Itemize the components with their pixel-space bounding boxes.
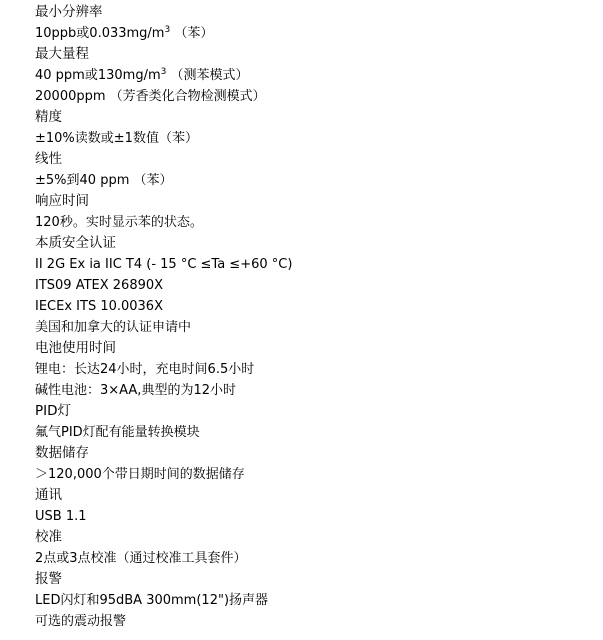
spec-label-battery-life: 电池使用时间 xyxy=(35,340,116,356)
spec-value-pid-lamp: 氟气PID灯配有能量转换模块 xyxy=(35,425,200,440)
spec-value-data-storage: ＞120,000个带日期时间的数据储存 xyxy=(35,467,245,482)
spec-value-calibration: 2点或3点校准（通过校准工具套件） xyxy=(35,551,247,566)
spec-value-intrinsic-safety-3: IECEx ITS 10.0036X xyxy=(35,299,163,314)
spec-value-communication: USB 1.1 xyxy=(35,509,87,524)
spec-label-pid-lamp: PID灯 xyxy=(35,403,72,419)
spec-value-intrinsic-safety-4: 美国和加拿大的认证申请中 xyxy=(35,320,192,335)
spec-value-response-time: 120秒。实时显示苯的状态。 xyxy=(35,215,203,230)
spec-value-battery-life-2: 碱性电池：3×AA,典型的为12小时 xyxy=(35,383,236,398)
superscript: 3 xyxy=(164,25,171,35)
spec-label-response-time: 响应时间 xyxy=(35,193,89,209)
spec-label-alarm: 报警 xyxy=(35,571,62,587)
spec-label-communication: 通讯 xyxy=(35,487,62,503)
spec-label-accuracy: 精度 xyxy=(35,109,62,125)
spec-label-linearity: 线性 xyxy=(35,151,62,167)
spec-value-alarm-2: 可选的震动报警 xyxy=(35,614,127,629)
spec-value-accuracy: ±10%读数或±1数值（苯） xyxy=(35,131,198,146)
resolution-note: （苯） xyxy=(174,26,214,41)
spec-value-intrinsic-safety-1: II 2G Ex ia IIC T4 (- 15 °C ≤Ta ≤+60 °C) xyxy=(35,257,293,272)
spec-label-calibration: 校准 xyxy=(35,529,62,545)
max-range-text: 40 ppm或130mg/m xyxy=(35,68,161,83)
spec-value-max-range-2: 20000ppm （芳香类化合物检测模式） xyxy=(35,89,266,104)
spec-value-battery-life-1: 锂电：长达24小时，充电时间6.5小时 xyxy=(35,362,255,377)
spec-value-max-range-1 xyxy=(35,65,595,86)
spec-label-intrinsic-safety: 本质安全认证 xyxy=(35,235,116,251)
max-range-note: （测苯模式） xyxy=(170,68,249,83)
spec-value-resolution xyxy=(35,23,595,44)
spec-value-linearity: ±5%到40 ppm （苯） xyxy=(35,173,173,188)
superscript: 3 xyxy=(160,67,167,77)
spec-label-data-storage: 数据储存 xyxy=(35,445,89,461)
spec-list xyxy=(35,2,595,632)
spec-value-intrinsic-safety-2: ITS09 ATEX 26890X xyxy=(35,278,164,293)
spec-value-alarm-1: LED闪灯和95dBA 300mm(12")扬声器 xyxy=(35,593,269,608)
resolution-text: 10ppb或0.033mg/m xyxy=(35,26,165,41)
spec-label-resolution: 最小分辨率 xyxy=(35,4,103,20)
spec-label-max-range: 最大量程 xyxy=(35,46,89,62)
